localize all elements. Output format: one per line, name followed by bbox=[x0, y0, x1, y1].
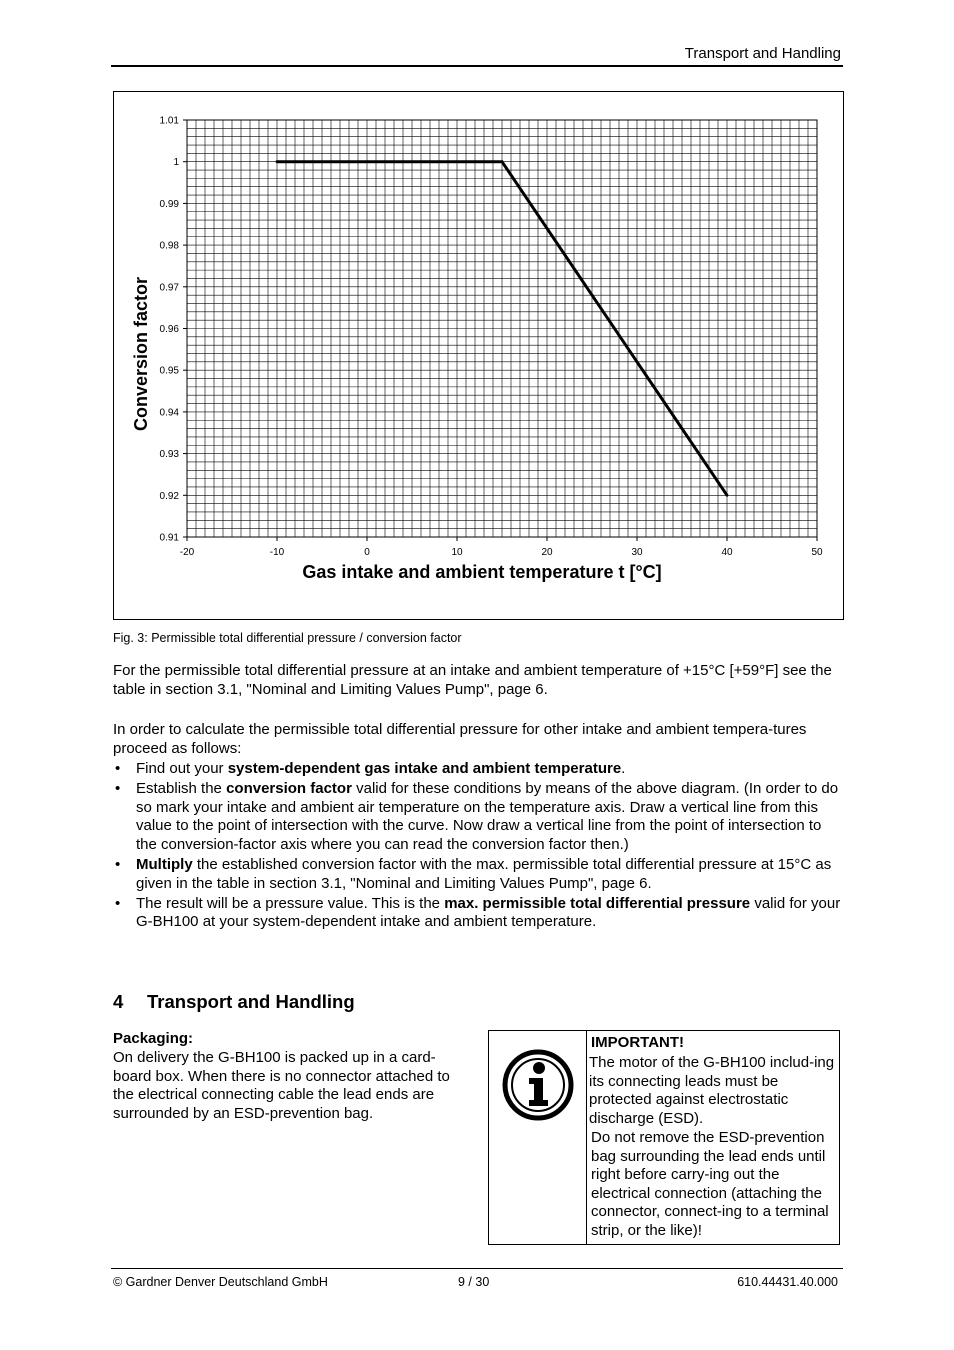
list-item-text: The result will be a pressure value. This is the bbox=[136, 894, 445, 912]
y-tick-label: 0.92 bbox=[159, 490, 179, 502]
section-title: Transport and Handling bbox=[147, 991, 355, 1012]
data-point bbox=[501, 160, 504, 163]
y-tick-label: 0.97 bbox=[159, 282, 179, 294]
data-point bbox=[726, 494, 729, 497]
header-rule bbox=[111, 65, 843, 67]
x-tick-label: 0 bbox=[364, 547, 370, 558]
list-item-emphasis: system-dependent gas intake and ambient temperature bbox=[227, 760, 622, 777]
packaging-title: Packaging: bbox=[113, 1030, 194, 1047]
list-item-text: valid for these conditions by means of the above diagram. (In order to do so mark your intake and ambient air temperature on the temperature axis. Draw a vertical line from this value to the point of intersection with the curve. Now draw a vertical line from the point of intersection to the conversion-factor axis where you can read the conversion factor then.) bbox=[136, 780, 839, 853]
section-number: 4 bbox=[113, 991, 124, 1012]
figure-caption: Fig. 3: Permissible total differential pressure / conversion factor bbox=[113, 631, 462, 645]
chart-axes bbox=[183, 120, 817, 541]
list-item-text: Find out your bbox=[136, 760, 228, 777]
list-item-text: Establish the bbox=[136, 780, 227, 798]
list-item bbox=[113, 780, 845, 854]
x-tick-label: 40 bbox=[721, 547, 733, 558]
x-tick-label: 30 bbox=[631, 547, 643, 558]
footer-document-number: 610.44431.40.000 bbox=[737, 1275, 838, 1289]
y-tick-label: 0.95 bbox=[159, 365, 179, 377]
x-tick-label: 10 bbox=[451, 547, 463, 558]
y-tick-label: 0.99 bbox=[159, 198, 179, 210]
y-tick-label: 0.98 bbox=[159, 240, 179, 252]
list-item bbox=[113, 895, 845, 932]
list-item-emphasis: Multiply bbox=[136, 855, 193, 873]
data-point bbox=[276, 160, 279, 163]
figure-frame bbox=[113, 91, 844, 620]
y-tick-label: 1 bbox=[173, 157, 179, 169]
footer-copyright: © Gardner Denver Deutschland GmbH bbox=[113, 1275, 328, 1289]
list-item-text: valid for your G-BH100 at your system-dependent intake and ambient temperature. bbox=[136, 894, 841, 931]
paragraph-procedure-intro: In order to calculate the permissible total differential pressure for other intake and ambient tempera-tures proceed as follows: bbox=[113, 721, 807, 757]
packaging-text: On delivery the G-BH100 is packed up in a card-board box. When there is no connector attached to the electrical connecting cable the lead ends are surrounded by an ESD-prevention bag. bbox=[113, 1049, 450, 1122]
footer-page-number: 9 / 30 bbox=[458, 1275, 490, 1289]
x-tick-label: 20 bbox=[541, 547, 553, 558]
important-text-do-not-remove: Do not remove the ESD-prevention bag surrounding the lead ends until right before carry-ing out the electrical connection (attaching the connector, connect-ing to a terminal strip, or the like)! bbox=[591, 1129, 829, 1239]
list-item bbox=[113, 760, 845, 779]
chart-grid bbox=[187, 120, 817, 537]
list-item-emphasis: conversion factor bbox=[226, 780, 352, 798]
conversion-factor-chart bbox=[114, 92, 843, 619]
procedure-list bbox=[113, 760, 845, 933]
important-title: IMPORTANT! bbox=[591, 1034, 685, 1051]
list-item bbox=[113, 856, 845, 893]
section-heading bbox=[113, 991, 355, 1013]
y-tick-label: 0.96 bbox=[159, 324, 179, 335]
notice-divider bbox=[586, 1031, 587, 1244]
y-tick-label: 1.01 bbox=[159, 115, 179, 127]
x-tick-label: 50 bbox=[811, 547, 823, 558]
y-tick-label: 0.91 bbox=[159, 532, 179, 544]
x-tick-label: -20 bbox=[179, 547, 195, 558]
x-axis-title: Gas intake and ambient temperature t [°C] bbox=[302, 562, 662, 582]
paragraph-reference: For the permissible total differential pressure at an intake and ambient temperature of +15°C [+59°F] see the table in section 3.1, "Nominal and Limiting Values Pump", page 6. bbox=[113, 662, 832, 698]
y-tick-label: 0.94 bbox=[159, 407, 179, 419]
x-tick-label: -10 bbox=[269, 547, 285, 558]
info-icon bbox=[501, 1048, 575, 1122]
running-header: Transport and Handling bbox=[684, 45, 841, 62]
list-item-text: the established conversion factor with the max. permissible total differential pressure at 15°C as given in the table in section 3.1, "Nominal and Limiting Values Pump", page 6. bbox=[136, 855, 832, 892]
list-item-text: . bbox=[621, 760, 626, 777]
footer-rule bbox=[111, 1268, 843, 1269]
important-text-esd-protection: The motor of the G-BH100 includ-ing its connecting leads must be protected against electrostatic discharge (ESD). bbox=[589, 1054, 835, 1127]
list-item-emphasis: max. permissible total differential pressure bbox=[444, 894, 751, 912]
y-tick-label: 0.93 bbox=[159, 449, 179, 461]
y-axis-title: Conversion factor bbox=[131, 276, 151, 432]
